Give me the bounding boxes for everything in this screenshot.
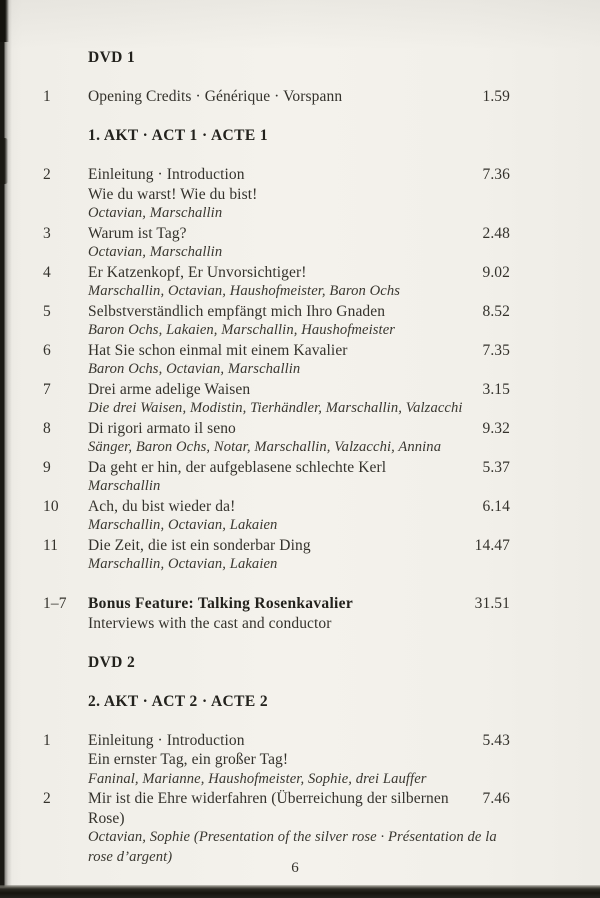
page-number: 6 (291, 860, 299, 876)
track-body (88, 87, 510, 107)
track-number: 7 (43, 380, 51, 398)
track-credits: Baron Ochs, Lakaien, Marschallin, Haushofmeister (88, 322, 396, 338)
track-title: Einleitung · Introduction (88, 731, 245, 749)
track-number: 11 (43, 536, 59, 554)
track-body (88, 302, 510, 341)
track-row (43, 341, 510, 380)
track-duration: 5.43 (482, 731, 510, 749)
section-heading: 1. AKT · ACT 1 · ACTE 1 (88, 127, 269, 144)
track-title-line (88, 302, 510, 322)
track-number: 5 (43, 302, 51, 320)
track-duration: 8.52 (482, 302, 510, 320)
track-title-line (88, 594, 510, 614)
track-title-line (88, 731, 510, 751)
track-title: Selbstverständlich empfängt mich Ihro Gnaden (88, 302, 386, 320)
track-title-line (88, 224, 510, 244)
track-credits: Octavian, Sophie (Presentation of the silver rose · Présentation de la rose d’argent) (88, 829, 497, 865)
track-title-line (88, 263, 510, 283)
track-credits: Die drei Waisen, Modistin, Tierhändler, Marschallin, Valzacchi (88, 400, 463, 416)
track-duration: 14.47 (474, 536, 510, 554)
scan-bottom-edge (0, 885, 600, 898)
track-title-line (88, 380, 510, 400)
track-title: Einleitung · Introduction (88, 166, 245, 183)
track-number: 3 (43, 224, 51, 242)
track-title: Da geht er hin, der aufgeblasene schlechte Kerl (88, 458, 387, 476)
track-duration: 1.59 (482, 88, 510, 105)
track-body (88, 731, 510, 790)
track-credits: Octavian, Marschallin (88, 244, 223, 260)
track-title: Di rigori armato il seno (88, 419, 236, 437)
track-title-line (88, 419, 510, 439)
track-body (88, 789, 510, 867)
track-number: 6 (43, 341, 51, 359)
scan-corner-mark (0, 0, 9, 42)
section-heading: DVD 1 (88, 49, 136, 66)
track-body (88, 594, 510, 633)
track-row (43, 419, 510, 458)
track-body (88, 341, 510, 380)
track-number: 2 (43, 790, 51, 807)
track-title-line (88, 341, 510, 361)
track-title: Er Katzenkopf, Er Unvorsichtiger! (88, 263, 307, 281)
track-body (88, 458, 510, 497)
track-duration: 7.35 (482, 341, 510, 359)
track-body (88, 165, 510, 224)
track-row (43, 497, 510, 536)
track-title-line (88, 87, 510, 107)
track-title-line (88, 789, 510, 828)
track-title: Warum ist Tag? (88, 224, 187, 242)
track-row (43, 302, 510, 341)
track-duration: 2.48 (482, 224, 510, 242)
track-title: Drei arme adelige Waisen (88, 380, 251, 398)
track-number: 4 (43, 263, 51, 281)
track-row (43, 165, 510, 224)
track-duration: 9.02 (482, 263, 510, 281)
track-title: Ach, du bist wieder da! (88, 497, 236, 515)
track-body (88, 380, 510, 419)
track-body (88, 419, 510, 458)
track-title: Opening Credits · Générique · Vorspann (88, 88, 343, 105)
track-row (43, 458, 510, 497)
track-row (43, 731, 510, 790)
scan-left-edge (0, 0, 12, 898)
section-heading: DVD 2 (88, 653, 136, 671)
track-row (43, 263, 510, 302)
track-title: Hat Sie schon einmal mit einem Kavalier (88, 341, 348, 359)
track-credits: Faninal, Marianne, Haushofmeister, Sophie, drei Lauffer (88, 770, 427, 787)
track-credits: Marschallin (88, 478, 161, 494)
track-credits: Octavian, Marschallin (88, 205, 223, 221)
track-duration: 9.32 (482, 419, 510, 437)
track-title: Die Zeit, die ist ein sonderbar Ding (88, 536, 311, 554)
track-duration: 7.46 (482, 790, 510, 807)
track-number: 1–7 (43, 595, 67, 612)
track-title-line (88, 165, 510, 185)
track-credits: Sänger, Baron Ochs, Notar, Marschallin, Valzacchi, Annina (88, 439, 442, 455)
track-number: 1 (43, 88, 51, 105)
track-title: Mir ist die Ehre widerfahren (Überreichung der silbernen Rose) (88, 790, 449, 827)
track-title-line (88, 458, 510, 478)
track-row (43, 594, 510, 633)
track-body (88, 263, 510, 302)
track-row (43, 536, 510, 575)
track-title-line (88, 536, 510, 556)
track-credits: Baron Ochs, Octavian, Marschallin (88, 361, 301, 377)
track-title: Bonus Feature: Talking Rosenkavalier (88, 595, 354, 612)
track-row (43, 380, 510, 419)
track-number: 2 (43, 166, 51, 183)
track-number: 1 (43, 731, 51, 749)
track-body (88, 536, 510, 575)
track-body (88, 224, 510, 263)
track-duration: 6.14 (482, 497, 510, 515)
track-subtitle: Interviews with the cast and conductor (88, 614, 332, 632)
track-row (43, 224, 510, 263)
track-credits: Marschallin, Octavian, Haushofmeister, Baron Ochs (88, 283, 401, 299)
scan-edge-mark (0, 138, 8, 184)
track-credits: Marschallin, Octavian, Lakaien (88, 556, 278, 572)
track-duration: 5.37 (482, 458, 510, 476)
track-duration: 31.51 (474, 595, 510, 612)
track-number: 9 (43, 458, 51, 476)
track-body (88, 497, 510, 536)
track-duration: 3.15 (482, 380, 510, 398)
track-number: 10 (43, 497, 59, 515)
track-credits: Marschallin, Octavian, Lakaien (88, 517, 278, 533)
track-duration: 7.36 (482, 166, 510, 183)
track-row (43, 87, 510, 107)
track-number: 8 (43, 419, 51, 437)
section-heading: 2. AKT · ACT 2 · ACTE 2 (88, 692, 269, 710)
track-row (43, 789, 510, 867)
track-subtitle: Ein ernster Tag, ein großer Tag! (88, 751, 289, 768)
track-subtitle: Wie du warst! Wie du bist! (88, 185, 258, 203)
track-title-line (88, 497, 510, 517)
